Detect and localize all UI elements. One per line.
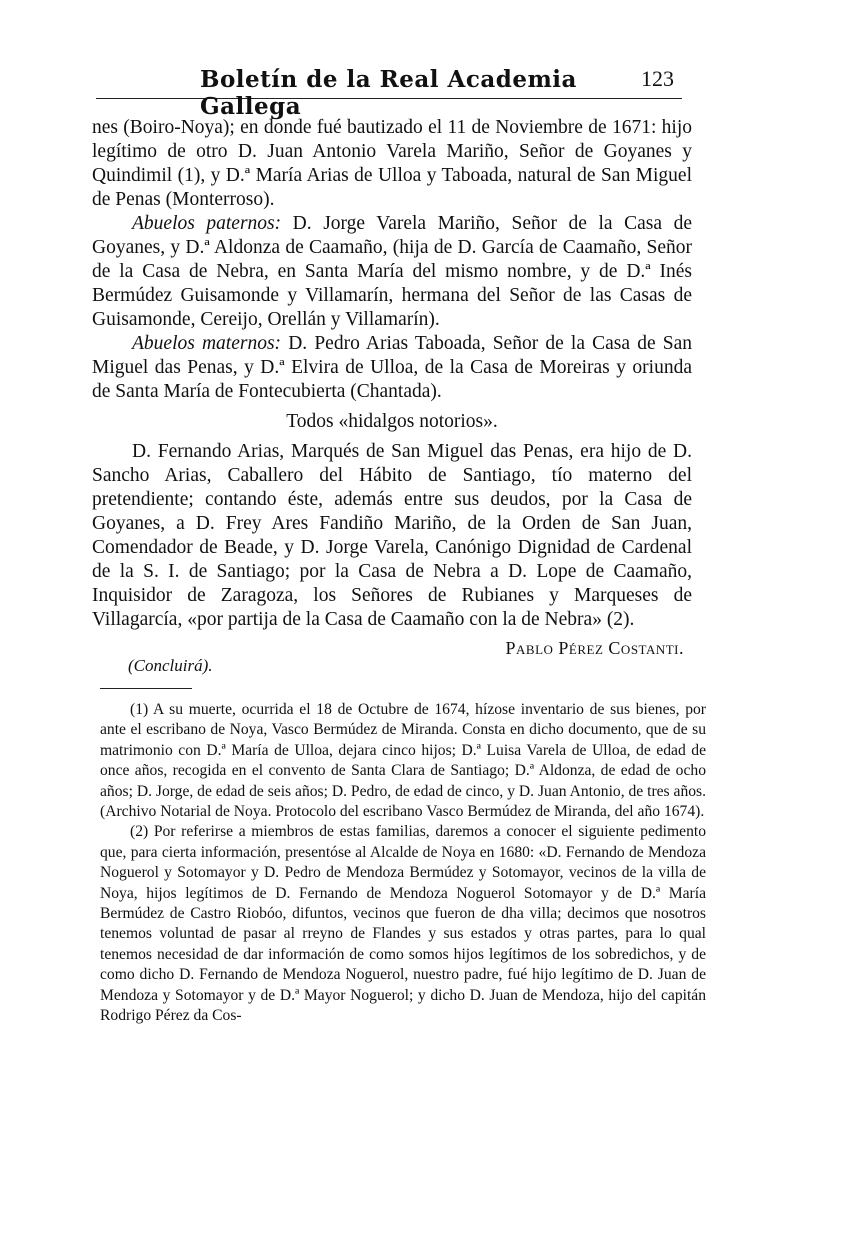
label-abuelos-paternos: Abuelos paternos: bbox=[132, 213, 282, 234]
author-signature: Pablo Pérez Costanti. bbox=[505, 638, 684, 658]
main-text bbox=[92, 116, 692, 680]
footnotes bbox=[100, 700, 706, 1027]
paragraph-continuation: nes (Boiro-Noya); en donde fué bautizado el 11 de Noviembre de 1671: hijo legítimo de otro D. Juan Antonio Varela Mariño, Señor de Goyanes y Quindimil (1), y D.ª María Arias de Ulloa y Taboada, natural de San Miguel de Penas (Monterroso). bbox=[92, 117, 692, 210]
label-abuelos-maternos: Abuelos maternos: bbox=[132, 333, 282, 354]
to-be-concluded: (Concluirá). bbox=[128, 656, 213, 675]
running-header bbox=[96, 64, 682, 120]
text-abuelos-maternos: D. Pedro Arias Taboada, Señor de la Casa de San Miguel das Penas, y D.ª Elvira de Ulloa, de la Casa de Moreiras y oriunda de Santa María de Fontecubierta (Chantada). bbox=[92, 333, 692, 402]
paragraph-abuelos-maternos bbox=[92, 332, 692, 404]
journal-title: Boletín de la Real Academia Gallega bbox=[200, 66, 577, 120]
signature-row bbox=[92, 636, 692, 680]
footnote-2: (2) Por referirse a miembros de estas familias, daremos a conocer el siguiente pedimento que, para cierta información, presentóse al Alcalde de Noya en 1680: «D. Fernando de Mendoza Noguerol y Sotomayor y D. Pedro de Mendoza Bermúdez y Sotomayor, vecinos de la villa de Noya, hijos legítimos de D. Fernando de Mendoza Noguerol Sotomayor y de D.ª María Bermúdez de Castro Riobóo, difuntos, vecinos que fueron de dha villa; decimos que nosotros tenemos voluntad de pasar al rreyno de Flandes y sus estados y otras partes, para lo qual tenemos necesidad de dar información de como somos hijos legítimos de los sobredichos, y de como dicho D. Fernando de Mendoza Noguerol, nuestro padre, fué hijo legítimo de D. Juan de Mendoza y Sotomayor y de D.ª Mayor Noguerol; y dicho D. Juan de Mendoza, hijo del capitán Rodrigo Pérez da Cos- bbox=[100, 823, 706, 1025]
paragraph-abuelos-paternos bbox=[92, 212, 692, 332]
paragraph-marques: D. Fernando Arias, Marqués de San Miguel das Penas, era hijo de D. Sancho Arias, Caballero del Hábito de Santiago, tío materno del pretendiente; contando éste, además entre sus deudos, por la Casa de Goyanes, a D. Frey Ares Fandiño Mariño, de la Orden de San Juan, Comendador de Beade, y D. Jorge Varela, Canónigo Dignidad de Cardenal de la S. I. de Santiago; por la Casa de Nebra a D. Lope de Caamaño, Inquisidor de Zaragoza, los Señores de Rubianes y Marqueses de Villagarcía, «por partija de la Casa de Caamaño con la de Nebra» (2). bbox=[92, 441, 692, 630]
footnote-divider bbox=[100, 688, 192, 689]
page-number: 123 bbox=[641, 66, 674, 91]
footnote-1: (1) A su muerte, ocurrida el 18 de Octubre de 1674, hízose inventario de sus bienes, por ante el escribano de Noya, Vasco Bermúdez de Miranda. Consta en dicho documento, que de su matrimonio con D.ª María de Ulloa, dejara cinco hijos; D.ª Luisa Varela de Ulloa, de edad de once años, recogida en el convento de Santa Clara de Santiago; D.ª Aldonza, de edad de ocho años; D. Jorge, de edad de seis años; D. Pedro, de edad de cinco, y D. Juan Antonio, de tres años. (Archivo Notarial de Noya. Protocolo del escribano Vasco Bermúdez de Miranda, del año 1674). bbox=[100, 701, 707, 821]
paragraph-hidalgos: Todos «hidalgos notorios». bbox=[286, 411, 498, 432]
text-abuelos-paternos: D. Jorge Varela Mariño, Señor de la Casa de Goyanes, y D.ª Aldonza de Caamaño, (hija de D. García de Caamaño, Señor de la Casa de Nebra, en Santa María del mismo nombre, y de D.ª Inés Bermúdez Guisamonde y Villamarín, hermana del Señor de las Casas de Guisamonde, Cereijo, Orellán y Villamarín). bbox=[92, 213, 692, 330]
